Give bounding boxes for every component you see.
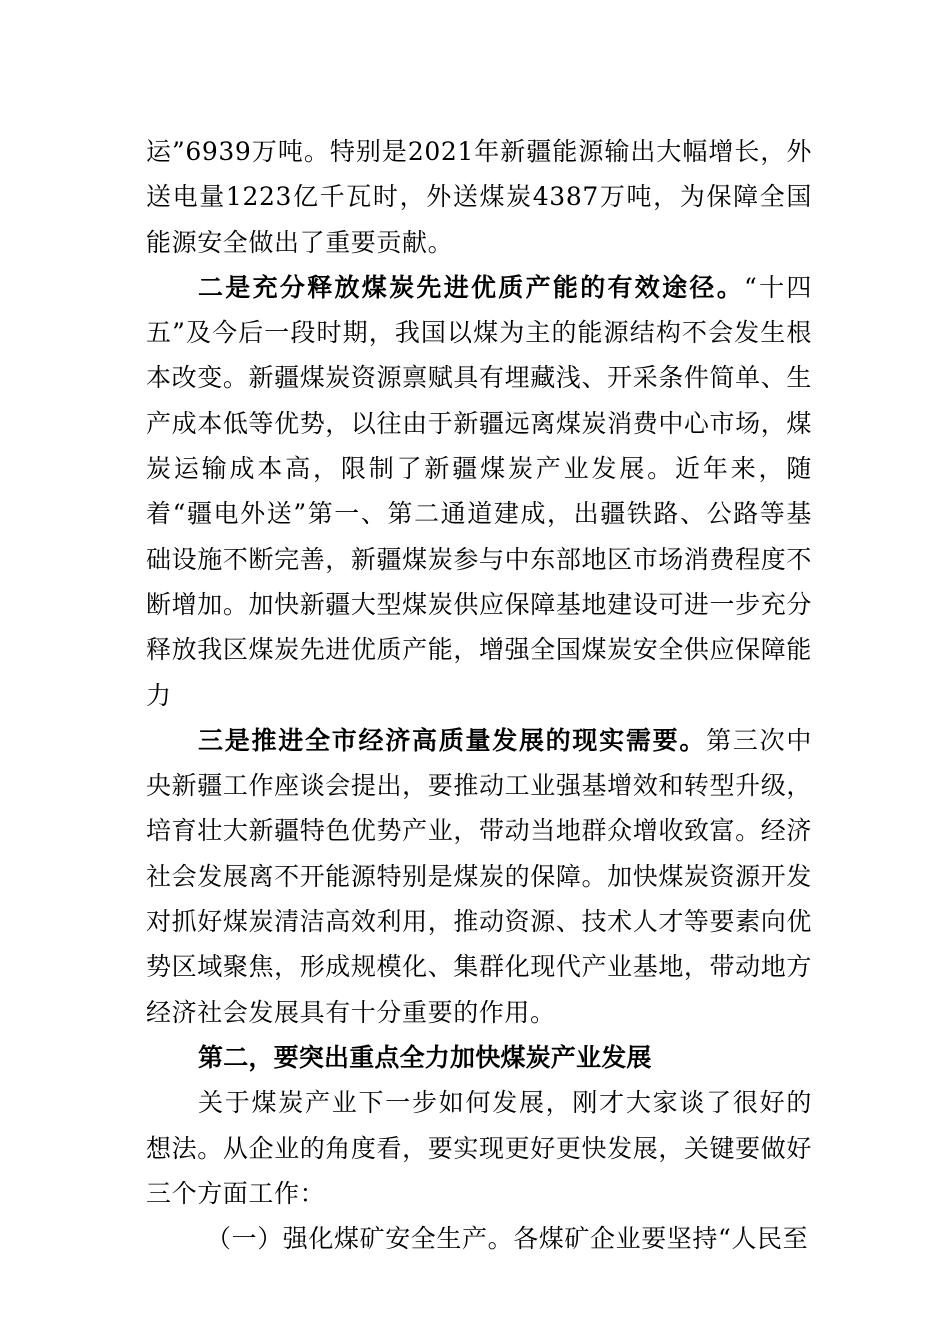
paragraph-point-three [146,718,812,1035]
point-two-lead: 二是充分释放煤炭先进优质产能的有效途径。 [198,272,744,302]
paragraph-intro: 关于煤炭产业下一步如何发展，刚才大家谈了很好的想法。从企业的角度看，要实现更好更快发展，关键要做好三个方面工作： [146,1088,812,1208]
paragraph-item-one: （一）强化煤矿安全生产。各煤矿企业要坚持“人民至 [206,1224,809,1254]
paragraph-energy-output [146,129,812,265]
paragraph-point-two [146,265,812,718]
document-body [146,129,812,1261]
point-three-text: 第三次中央新疆工作座谈会提出，要推动工业强基增效和转型升级，培育壮大新疆特色优势产业，带动当地群众增收致富。经济社会发展离不开能源特别是煤炭的保障。加快煤炭资源开发对抓好煤炭清洁高效利用，推动资源、技术人才等要素向优势区域聚焦，形成规模化、集群化现代产业基地，带动地方经济社会发展具有十分重要的作用。 [146,725,812,1027]
point-two-text: “十四五”及今后一段时期，我国以煤为主的能源结构不会发生根本改变。新疆煤炭资源禀赋具有埋藏浅、开采条件简单、生产成本低等优势，以往由于新疆远离煤炭消费中心市场，煤炭运输成本高，限制了新疆煤炭产业发展。近年来，随着“疆电外送”第一、第二通道建成，出疆铁路、公路等基础设施不断完善，新疆煤炭参与中东部地区市场消费程度不断增加。加快新疆大型煤炭供应保障基地建设可进一步充分释放我区煤炭先进优质产能，增强全国煤炭安全供应保障能力 [146,272,812,710]
paragraph-text: 运”6939万吨。特别是2021年新疆能源输出大幅增长，外送电量1223亿千瓦时，外送煤炭4387万吨，为保障全国能源安全做出了重要贡献。 [146,137,812,257]
section-heading: 第二，要突出重点全力加快煤炭产业发展 [198,1042,652,1072]
point-three-lead: 三是推进全市经济高质量发展的现实需要。 [198,725,707,755]
